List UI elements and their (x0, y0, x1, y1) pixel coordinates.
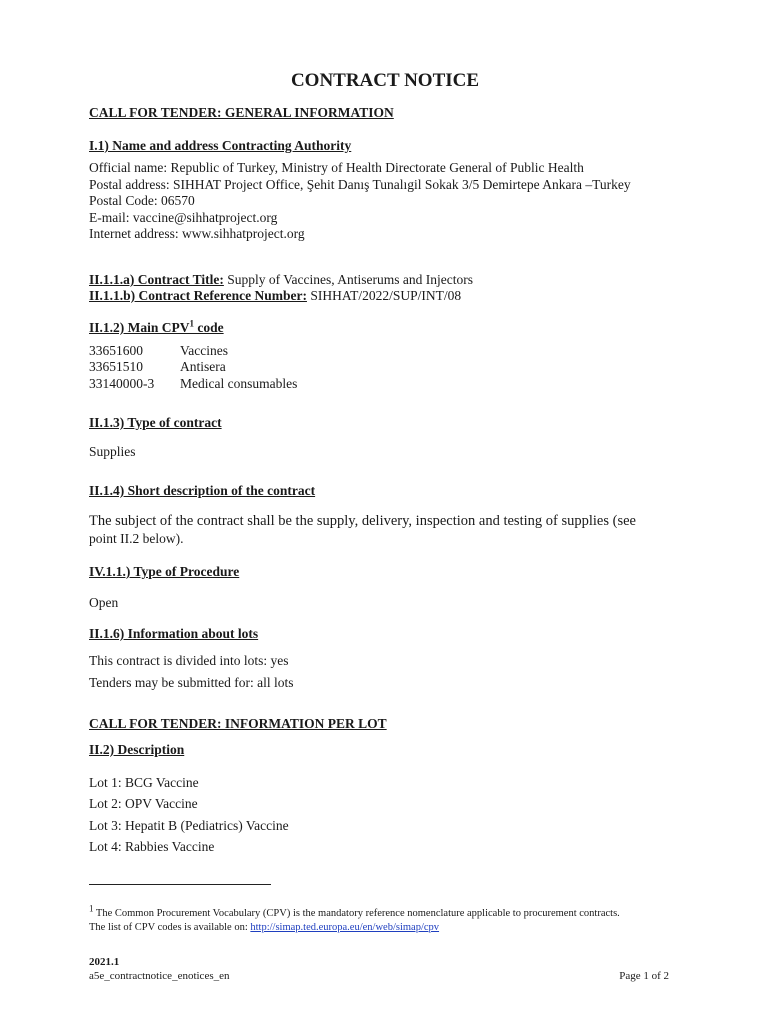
email-address: E-mail: vaccine@sihhatproject.org (89, 210, 278, 225)
per-lot-heading: CALL FOR TENDER: INFORMATION PER LOT (89, 716, 387, 731)
footnote-separator (89, 884, 271, 885)
lots-info-line-2: Tenders may be submitted for: all lots (89, 675, 294, 690)
footnote-marker: 1 (89, 903, 94, 914)
lot-item: Lot 3: Hepatit B (Pediatrics) Vaccine (89, 818, 289, 833)
cpv-heading (89, 320, 224, 336)
cpv-code: 33140000-3 (89, 376, 155, 391)
footnote-line-2 (89, 922, 439, 933)
contract-title-line (89, 272, 473, 288)
cpv-label: Antisera (180, 359, 226, 374)
contract-title-label: II.1.1.a) Contract Title: (89, 272, 224, 287)
postal-code: Postal Code: 06570 (89, 193, 195, 208)
short-description-line-1: The subject of the contract shall be the supply, delivery, inspection and testing of supplies (see (89, 513, 636, 529)
official-name: Official name: Republic of Turkey, Ministry of Health Directorate General of Public Health (89, 160, 584, 175)
contract-type-heading: II.1.3) Type of contract (89, 415, 222, 430)
lot-item: Lot 2: OPV Vaccine (89, 796, 198, 811)
contract-ref-label: II.1.1.b) Contract Reference Number: (89, 288, 307, 303)
contract-ref-value: SIHHAT/2022/SUP/INT/08 (306, 288, 462, 303)
cpv-list-link[interactable]: http://simap.ted.europa.eu/en/web/simap/cpv (250, 922, 440, 933)
footnote-line-1 (89, 903, 620, 919)
lot-item: Lot 4: Rabbies Vaccine (89, 839, 215, 854)
footnote-prefix: The list of CPV codes is available on: (89, 922, 251, 933)
short-description-heading: II.1.4) Short description of the contract (89, 483, 316, 498)
cpv-footnote-marker: 1 (189, 318, 194, 329)
short-description-line-2: point II.2 below). (89, 531, 184, 546)
cpv-label: Vaccines (180, 343, 228, 358)
lots-info-heading: II.1.6) Information about lots (89, 626, 259, 641)
page-title: CONTRACT NOTICE (290, 70, 480, 91)
contract-ref-line (89, 288, 461, 304)
internet-address: Internet address: www.sihhatproject.org (89, 226, 305, 241)
contract-title-value: Supply of Vaccines, Antiserums and Injectors (223, 272, 473, 287)
footnote-text: The Common Procurement Vocabulary (CPV) is the mandatory reference nomenclature applicable to procurement contracts. (93, 908, 620, 919)
lot-item: Lot 1: BCG Vaccine (89, 775, 199, 790)
cpv-code: 33651510 (89, 359, 143, 374)
contracting-authority-heading: I.1) Name and address Contracting Authority (89, 138, 352, 153)
cpv-code: 33651600 (89, 343, 143, 358)
page-number: Page 1 of 2 (619, 970, 669, 982)
contract-type-value: Supplies (89, 444, 136, 459)
postal-address: Postal address: SIHHAT Project Office, Şehit Danış Tunalıgil Sokak 3/5 Demirtepe Ankara –Turkey (89, 177, 631, 192)
procedure-value: Open (89, 595, 119, 610)
cpv-heading-tail: code (194, 320, 224, 335)
procedure-heading: IV.1.1.) Type of Procedure (89, 564, 240, 579)
description-heading: II.2) Description (89, 742, 185, 757)
footer-version: 2021.1 (89, 956, 120, 968)
general-info-heading: CALL FOR TENDER: GENERAL INFORMATION (89, 105, 394, 120)
cpv-heading-text: II.1.2) Main CPV (89, 320, 190, 335)
footer-filename: a5e_contractnotice_enotices_en (89, 970, 230, 982)
cpv-label: Medical consumables (180, 376, 298, 391)
lots-info-line-1: This contract is divided into lots: yes (89, 653, 289, 668)
